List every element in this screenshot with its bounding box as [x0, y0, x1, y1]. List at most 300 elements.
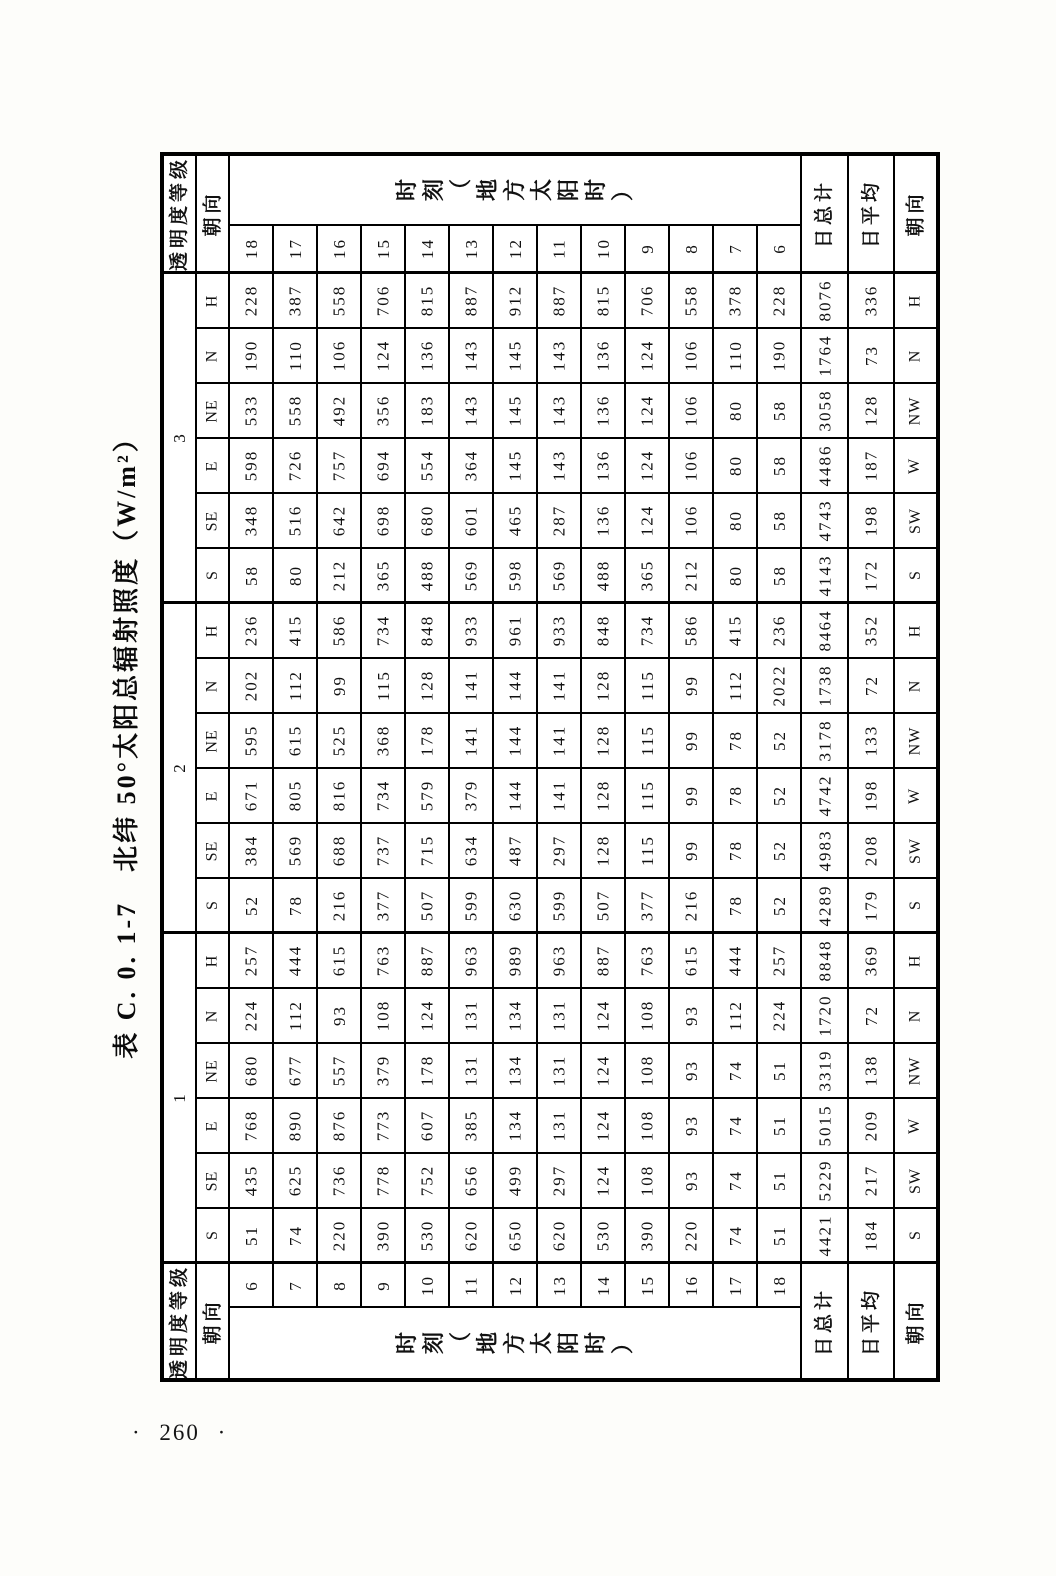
value-1-N-c8 [538, 989, 582, 1044]
cell-text: 706 [373, 284, 393, 317]
cell-text: 734 [373, 779, 393, 812]
value-2-S-c1 [230, 879, 274, 934]
cell-text: 141 [549, 724, 569, 757]
cell-text: 136 [593, 449, 613, 482]
cell-text: 112 [285, 1000, 305, 1031]
value-2-NE-c1 [230, 714, 274, 769]
cell-text: 12 [505, 238, 525, 259]
cell-text: 384 [241, 834, 261, 867]
cell-text: 143 [461, 394, 481, 427]
cell-text: 141 [549, 669, 569, 702]
value-1-SE-c2 [274, 1154, 318, 1209]
footer-time-bottom-14 [582, 1264, 626, 1308]
footer-daily-total [802, 1264, 849, 1378]
cell-text: 385 [461, 1109, 481, 1142]
cell-text: 963 [549, 944, 569, 977]
cell-text: 3 [170, 432, 189, 443]
cell-text: 138 [861, 1054, 881, 1087]
value-2-SE-c7 [494, 824, 538, 879]
value-2-SE-c4 [362, 824, 406, 879]
cell-text: 887 [461, 284, 481, 317]
value-3-N-c6 [450, 329, 494, 384]
cell-text: 2 [170, 762, 189, 773]
cell-text: 128 [593, 724, 613, 757]
cell-text: 377 [637, 889, 657, 921]
value-2-S-c8 [538, 879, 582, 934]
value-3-NE-c5 [406, 384, 450, 439]
value-3-S-c4 [362, 549, 406, 604]
cell-text: 634 [461, 834, 481, 867]
daily-total-2-SE [802, 824, 849, 879]
orientation-right-2-NW [895, 714, 936, 769]
cell-text: 4421 [815, 1214, 834, 1256]
daily-total-2-N [802, 659, 849, 714]
value-2-SE-c9 [582, 824, 626, 879]
cell-text: E [203, 790, 221, 801]
cell-text: 93 [681, 1170, 701, 1191]
cell-text: 525 [329, 724, 349, 757]
orientation-right-1-N [895, 989, 936, 1044]
footer-time-bottom-13 [538, 1264, 582, 1308]
label-char: 刻 [420, 178, 446, 202]
header-time-top-14 [406, 226, 450, 274]
orientation-left-3-H [197, 274, 230, 329]
cell-text: 530 [417, 1219, 437, 1251]
cell-text: 698 [373, 504, 393, 537]
cell-text: 558 [329, 284, 349, 317]
value-2-SE-c11 [670, 824, 714, 879]
cell-text: 128 [593, 834, 613, 867]
cell-text: 220 [681, 1219, 701, 1251]
cell-text: 615 [329, 944, 349, 977]
value-3-NE-c6 [450, 384, 494, 439]
value-3-N-c11 [670, 329, 714, 384]
cell-text: 642 [329, 504, 349, 537]
cell-text: 朝向 [202, 1297, 224, 1345]
value-2-E-c1 [230, 769, 274, 824]
cell-text: 216 [681, 889, 701, 921]
daily-total-3-E [802, 439, 849, 494]
cell-text: 507 [593, 889, 613, 921]
cell-text: 124 [637, 449, 657, 482]
daily-average-2-N [849, 659, 895, 714]
daily-average-1-N [849, 989, 895, 1044]
value-2-E-c11 [670, 769, 714, 824]
orientation-right-1-SW [895, 1154, 936, 1209]
cell-text: 8464 [815, 609, 834, 652]
cell-text: 579 [417, 779, 437, 812]
value-1-N-c6 [450, 989, 494, 1044]
footer-time-bottom-9 [362, 1264, 406, 1308]
cell-text: 124 [593, 1164, 613, 1197]
value-2-NE-c10 [626, 714, 670, 769]
value-1-E-c3 [318, 1099, 362, 1154]
grade-label-1 [164, 934, 197, 1264]
cell-text: H [203, 294, 221, 307]
value-1-SE-c9 [582, 1154, 626, 1209]
cell-text: 1764 [815, 334, 834, 377]
value-2-S-c9 [582, 879, 626, 934]
cell-text: 734 [637, 614, 657, 647]
cell-text: 17 [725, 1274, 745, 1296]
label-char: 阳 [556, 178, 582, 202]
cell-text: 465 [505, 504, 525, 537]
value-2-NE-c12 [714, 714, 758, 769]
cell-text: 615 [681, 944, 701, 977]
cell-text: 78 [725, 730, 745, 751]
daily-average-1-SE [849, 1154, 895, 1209]
value-3-SE-c5 [406, 494, 450, 549]
value-2-S-c11 [670, 879, 714, 934]
orientation-left-1-E [197, 1099, 230, 1154]
cell-text: 297 [549, 834, 569, 867]
value-1-N-c5 [406, 989, 450, 1044]
value-1-SE-c5 [406, 1154, 450, 1209]
cell-text: 336 [861, 284, 881, 317]
cell-text: 763 [373, 944, 393, 977]
value-3-H-c12 [714, 274, 758, 329]
cell-text: 625 [285, 1164, 305, 1197]
daily-average-3-NE [849, 384, 895, 439]
header-transparency-grade-top [164, 156, 197, 274]
cell-text: 212 [329, 559, 349, 591]
cell-text: 444 [285, 944, 305, 977]
cell-text: 143 [549, 394, 569, 427]
cell-text: 595 [241, 724, 261, 757]
cell-text: 680 [241, 1054, 261, 1087]
value-2-E-c7 [494, 769, 538, 824]
value-3-N-c2 [274, 329, 318, 384]
cell-text: 143 [549, 339, 569, 372]
value-2-N-c6 [450, 659, 494, 714]
value-3-SE-c2 [274, 494, 318, 549]
cell-text: 224 [241, 999, 261, 1032]
value-2-NE-c11 [670, 714, 714, 769]
cell-text: 435 [241, 1164, 261, 1197]
value-3-NE-c9 [582, 384, 626, 439]
cell-text: 51 [769, 1115, 789, 1136]
cell-text: 726 [285, 449, 305, 482]
orientation-right-1-W [895, 1099, 936, 1154]
cell-text: 656 [461, 1164, 481, 1197]
value-3-S-c2 [274, 549, 318, 604]
cell-text: 93 [681, 1115, 701, 1136]
value-3-E-c8 [538, 439, 582, 494]
value-1-E-c2 [274, 1099, 318, 1154]
daily-total-2-H [802, 604, 849, 659]
value-3-H-c3 [318, 274, 362, 329]
value-1-N-c3 [318, 989, 362, 1044]
value-2-N-c2 [274, 659, 318, 714]
grade-label-3 [164, 274, 197, 604]
value-2-SE-c12 [714, 824, 758, 879]
cell-text: 365 [373, 559, 393, 591]
value-2-H-c13 [758, 604, 802, 659]
cell-text: 890 [285, 1109, 305, 1142]
cell-text: 178 [417, 1054, 437, 1087]
value-2-E-c2 [274, 769, 318, 824]
value-2-NE-c2 [274, 714, 318, 769]
label-char: 地 [474, 1331, 500, 1355]
footer-transparency-grade [164, 1264, 197, 1378]
value-2-N-c8 [538, 659, 582, 714]
cell-text: H [906, 294, 924, 307]
value-2-N-c10 [626, 659, 670, 714]
value-2-SE-c5 [406, 824, 450, 879]
value-2-SE-c13 [758, 824, 802, 879]
cell-text: 14 [593, 1274, 613, 1296]
cell-text: 74 [725, 1170, 745, 1191]
footer-time-bottom-8 [318, 1264, 362, 1308]
cell-text: 131 [549, 1054, 569, 1087]
daily-average-1-S [849, 1209, 895, 1264]
cell-text: 7 [725, 243, 745, 254]
orientation-right-2-SW [895, 824, 936, 879]
cell-text: 134 [505, 1109, 525, 1142]
value-3-NE-c12 [714, 384, 758, 439]
value-2-E-c13 [758, 769, 802, 824]
value-1-SE-c1 [230, 1154, 274, 1209]
orientation-left-3-E [197, 439, 230, 494]
value-1-H-c8 [538, 934, 582, 989]
cell-text: 115 [637, 835, 657, 866]
daily-total-1-E [802, 1099, 849, 1154]
cell-text: 757 [329, 449, 349, 482]
header-time-label-top [230, 156, 802, 226]
value-1-N-c12 [714, 989, 758, 1044]
value-3-NE-c3 [318, 384, 362, 439]
value-3-S-c1 [230, 549, 274, 604]
value-1-NE-c7 [494, 1044, 538, 1099]
cell-text: 93 [681, 1005, 701, 1026]
value-1-SE-c13 [758, 1154, 802, 1209]
header-orientation-top-right [895, 156, 936, 274]
value-1-NE-c4 [362, 1044, 406, 1099]
cell-text: 715 [417, 834, 437, 867]
value-1-H-c4 [362, 934, 406, 989]
cell-text: 3178 [815, 719, 834, 762]
value-2-E-c5 [406, 769, 450, 824]
cell-text: 8076 [815, 279, 834, 322]
cell-text: 2022 [769, 664, 789, 707]
cell-text: 887 [417, 944, 437, 977]
cell-text: 533 [241, 394, 261, 427]
value-3-SE-c6 [450, 494, 494, 549]
cell-text: 198 [861, 779, 881, 812]
value-2-H-c8 [538, 604, 582, 659]
cell-text: H [203, 624, 221, 637]
cell-text: 212 [681, 559, 701, 591]
cell-text: NW [906, 396, 924, 425]
value-3-S-c9 [582, 549, 626, 604]
cell-text: 128 [417, 669, 437, 702]
value-2-H-c1 [230, 604, 274, 659]
cell-text: 93 [681, 1060, 701, 1081]
value-1-E-c7 [494, 1099, 538, 1154]
cell-text: 51 [769, 1224, 789, 1246]
cell-text: 144 [505, 669, 525, 702]
cell-text: 80 [725, 510, 745, 531]
cell-text: 620 [549, 1219, 569, 1251]
value-1-S-c5 [406, 1209, 450, 1264]
value-3-H-c13 [758, 274, 802, 329]
cell-text: 144 [505, 779, 525, 812]
value-3-S-c5 [406, 549, 450, 604]
cell-text: 7 [285, 1279, 305, 1291]
value-3-H-c6 [450, 274, 494, 329]
cell-text: 586 [329, 614, 349, 647]
daily-total-2-NE [802, 714, 849, 769]
value-2-E-c6 [450, 769, 494, 824]
cell-text: 72 [861, 1005, 881, 1026]
cell-text: 933 [461, 614, 481, 647]
value-1-S-c1 [230, 1209, 274, 1264]
cell-text: 74 [725, 1224, 745, 1246]
cell-text: E [203, 460, 221, 471]
cell-text: 706 [637, 284, 657, 317]
cell-text: 115 [637, 725, 657, 756]
cell-text: 444 [725, 944, 745, 977]
cell-text: 768 [241, 1109, 261, 1142]
cell-text: H [906, 954, 924, 967]
cell-text: 74 [725, 1115, 745, 1136]
cell-text: 815 [593, 284, 613, 317]
cell-text: W [906, 1117, 924, 1134]
value-3-H-c11 [670, 274, 714, 329]
value-3-S-c11 [670, 549, 714, 604]
label-char: 方 [501, 178, 527, 202]
table-title: 表 C. 0. 1-7 北纬 50°太阳总辐射照度（W/m²） [112, 423, 142, 1059]
cell-text: 朝向 [202, 190, 224, 237]
footer-time-bottom-7 [274, 1264, 318, 1308]
value-3-N-c13 [758, 329, 802, 384]
cell-text: 134 [505, 1054, 525, 1087]
cell-text: 178 [417, 724, 437, 757]
cell-text: 17 [285, 238, 305, 259]
label-char: 方 [501, 1331, 527, 1355]
daily-average-3-S [849, 549, 895, 604]
cell-text: 134 [505, 999, 525, 1032]
cell-text: 390 [637, 1219, 657, 1251]
value-1-S-c9 [582, 1209, 626, 1264]
radiation-table [160, 152, 940, 1382]
cell-text: 554 [417, 449, 437, 482]
cell-text: 112 [285, 670, 305, 701]
value-3-SE-c8 [538, 494, 582, 549]
orientation-right-2-S [895, 879, 936, 934]
cell-text: E [203, 1120, 221, 1131]
value-2-H-c10 [626, 604, 670, 659]
cell-text: 287 [549, 504, 569, 537]
cell-text: 492 [329, 394, 349, 427]
cell-text: 日总计 [814, 178, 836, 249]
cell-text: 4289 [815, 884, 834, 926]
value-1-S-c3 [318, 1209, 362, 1264]
cell-text: 364 [461, 449, 481, 482]
cell-text: 677 [285, 1054, 305, 1087]
cell-text: 73 [861, 345, 881, 366]
cell-text: 805 [285, 779, 305, 812]
cell-text: 99 [681, 675, 701, 696]
value-1-H-c9 [582, 934, 626, 989]
orientation-right-3-W [895, 439, 936, 494]
cell-text: 379 [373, 1054, 393, 1087]
cell-text: 369 [861, 944, 881, 977]
value-2-N-c5 [406, 659, 450, 714]
label-char: 刻 [420, 1331, 446, 1355]
cell-text: 15 [373, 238, 393, 259]
orientation-left-1-N [197, 989, 230, 1044]
footer-time-bottom-16 [670, 1264, 714, 1308]
cell-text: 963 [461, 944, 481, 977]
cell-text: 106 [681, 449, 701, 482]
grade-label-2 [164, 604, 197, 934]
cell-text: NW [906, 726, 924, 755]
value-2-H-c5 [406, 604, 450, 659]
cell-text: N [906, 1009, 924, 1022]
value-3-NE-c8 [538, 384, 582, 439]
value-2-N-c7 [494, 659, 538, 714]
daily-total-3-SE [802, 494, 849, 549]
value-2-S-c2 [274, 879, 318, 934]
cell-text: 124 [593, 1109, 613, 1142]
cell-text: W [906, 787, 924, 804]
orientation-left-2-S [197, 879, 230, 934]
cell-text: H [203, 954, 221, 967]
value-1-N-c7 [494, 989, 538, 1044]
cell-text: 58 [769, 400, 789, 421]
cell-text: 51 [769, 1060, 789, 1081]
value-1-SE-c8 [538, 1154, 582, 1209]
cell-text: 816 [329, 779, 349, 812]
cell-text: 516 [285, 504, 305, 537]
orientation-left-3-SE [197, 494, 230, 549]
cell-text: 106 [681, 504, 701, 537]
daily-total-3-NE [802, 384, 849, 439]
orientation-left-1-SE [197, 1154, 230, 1209]
cell-text: 487 [505, 834, 525, 867]
orientation-left-3-N [197, 329, 230, 384]
cell-text: 356 [373, 394, 393, 427]
value-1-E-c1 [230, 1099, 274, 1154]
cell-text: 110 [285, 340, 305, 371]
label-char: （ [447, 178, 473, 202]
cell-text: 8 [329, 1279, 349, 1291]
cell-text: N [906, 679, 924, 692]
footer-time-label-bottom [230, 1308, 802, 1378]
orientation-right-1-H [895, 934, 936, 989]
daily-total-1-H [802, 934, 849, 989]
footer-time-bottom-18 [758, 1264, 802, 1308]
cell-text: 530 [593, 1219, 613, 1251]
cell-text: 108 [637, 1164, 657, 1197]
cell-text: W [906, 457, 924, 474]
cell-text: 52 [769, 785, 789, 806]
value-1-N-c1 [230, 989, 274, 1044]
value-3-S-c6 [450, 549, 494, 604]
header-time-top-6 [758, 226, 802, 274]
orientation-right-3-S [895, 549, 936, 604]
cell-text: 365 [637, 559, 657, 591]
cell-text: 8848 [815, 939, 834, 982]
value-3-N-c9 [582, 329, 626, 384]
cell-text: 236 [769, 614, 789, 647]
footer-time-bottom-10 [406, 1264, 450, 1308]
value-3-NE-c2 [274, 384, 318, 439]
cell-text: 128 [861, 394, 881, 427]
cell-text: 352 [861, 614, 881, 647]
value-3-N-c4 [362, 329, 406, 384]
